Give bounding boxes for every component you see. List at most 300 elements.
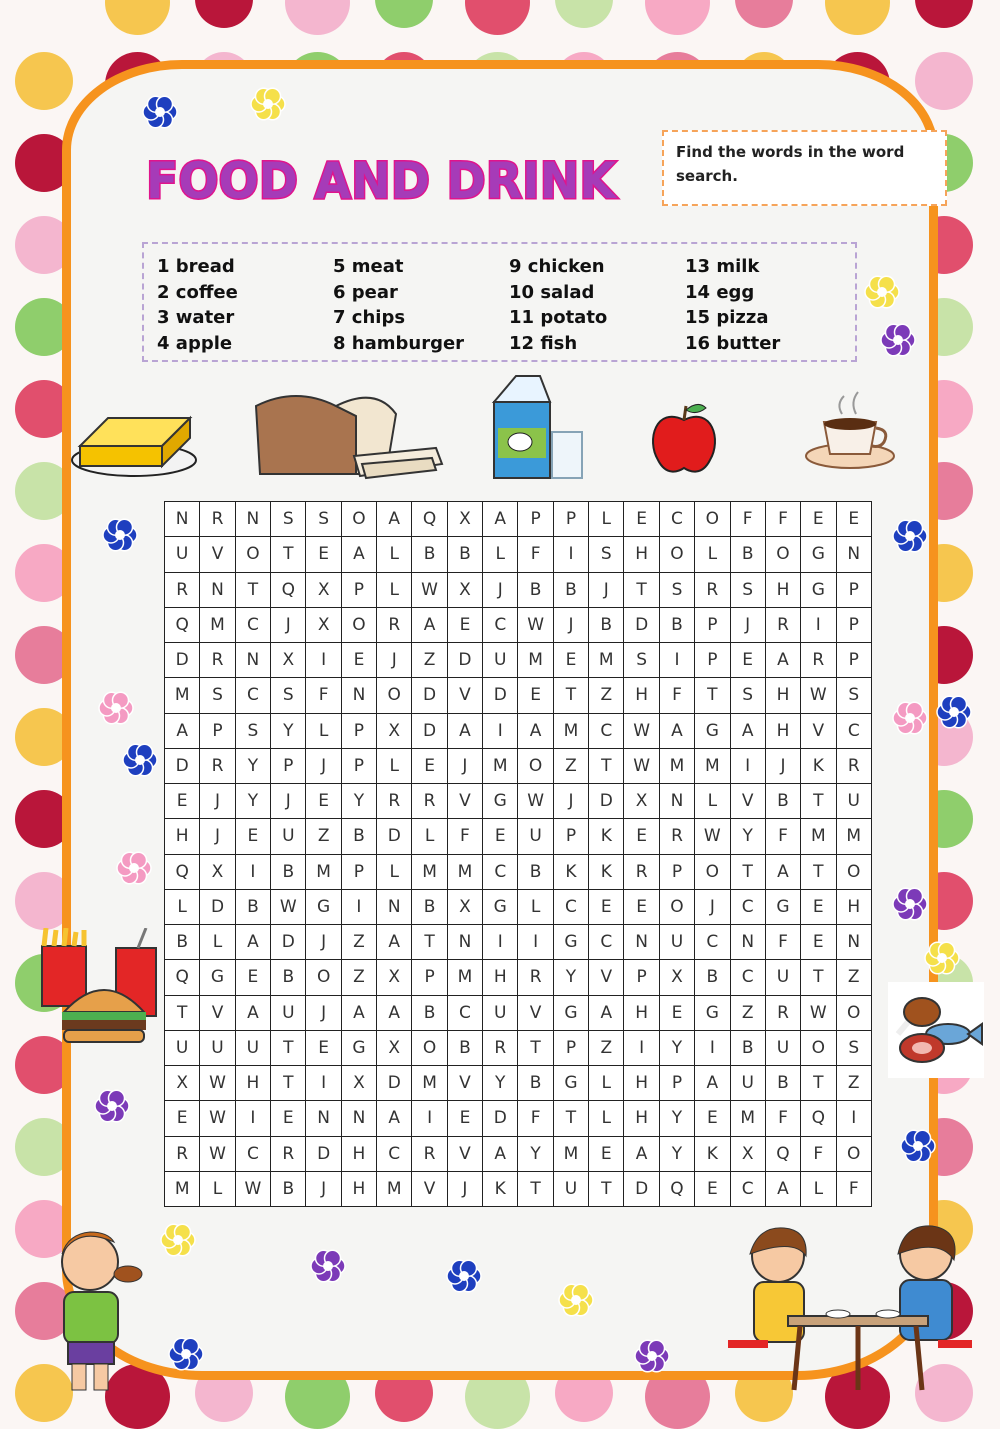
grid-cell[interactable]: C bbox=[589, 925, 624, 960]
grid-cell[interactable]: O bbox=[695, 854, 730, 889]
grid-cell[interactable]: S bbox=[730, 572, 765, 607]
grid-cell[interactable]: S bbox=[306, 502, 341, 537]
grid-cell[interactable]: W bbox=[624, 713, 659, 748]
grid-cell[interactable]: B bbox=[518, 854, 553, 889]
grid-cell[interactable]: E bbox=[306, 1030, 341, 1065]
grid-cell[interactable]: L bbox=[200, 925, 235, 960]
grid-cell[interactable]: A bbox=[765, 854, 800, 889]
grid-cell[interactable]: P bbox=[836, 643, 872, 678]
grid-cell[interactable]: B bbox=[518, 1066, 553, 1101]
grid-cell[interactable]: E bbox=[447, 1101, 482, 1136]
grid-cell[interactable]: B bbox=[730, 537, 765, 572]
grid-cell[interactable]: U bbox=[165, 1030, 200, 1065]
grid-cell[interactable]: M bbox=[412, 1066, 447, 1101]
grid-cell[interactable]: K bbox=[589, 819, 624, 854]
grid-cell[interactable]: A bbox=[377, 925, 412, 960]
grid-cell[interactable]: N bbox=[447, 925, 482, 960]
grid-cell[interactable]: E bbox=[589, 1136, 624, 1171]
grid-cell[interactable]: A bbox=[235, 925, 270, 960]
grid-cell[interactable]: X bbox=[271, 643, 306, 678]
grid-cell[interactable]: L bbox=[377, 748, 412, 783]
grid-cell[interactable]: I bbox=[341, 889, 376, 924]
grid-cell[interactable]: Y bbox=[659, 1136, 694, 1171]
grid-cell[interactable]: S bbox=[235, 713, 270, 748]
grid-cell[interactable]: E bbox=[695, 1171, 730, 1206]
grid-cell[interactable]: D bbox=[483, 678, 518, 713]
grid-cell[interactable]: Z bbox=[836, 960, 872, 995]
grid-cell[interactable]: L bbox=[165, 889, 200, 924]
grid-cell[interactable]: M bbox=[589, 643, 624, 678]
grid-cell[interactable]: Y bbox=[518, 1136, 553, 1171]
grid-cell[interactable]: X bbox=[377, 713, 412, 748]
grid-cell[interactable]: E bbox=[801, 889, 836, 924]
grid-cell[interactable]: H bbox=[341, 1171, 376, 1206]
grid-cell[interactable]: M bbox=[306, 854, 341, 889]
grid-cell[interactable]: T bbox=[553, 1101, 588, 1136]
grid-cell[interactable]: L bbox=[695, 784, 730, 819]
grid-cell[interactable]: B bbox=[271, 854, 306, 889]
grid-cell[interactable]: H bbox=[765, 678, 800, 713]
grid-cell[interactable]: R bbox=[200, 748, 235, 783]
grid-cell[interactable]: M bbox=[518, 643, 553, 678]
grid-cell[interactable]: N bbox=[341, 678, 376, 713]
grid-cell[interactable]: Q bbox=[165, 960, 200, 995]
grid-cell[interactable]: L bbox=[377, 854, 412, 889]
grid-cell[interactable]: N bbox=[306, 1101, 341, 1136]
grid-cell[interactable]: U bbox=[165, 537, 200, 572]
grid-cell[interactable]: K bbox=[589, 854, 624, 889]
grid-cell[interactable]: F bbox=[306, 678, 341, 713]
grid-cell[interactable]: C bbox=[553, 889, 588, 924]
grid-cell[interactable]: Z bbox=[341, 960, 376, 995]
grid-cell[interactable]: L bbox=[377, 572, 412, 607]
grid-cell[interactable]: J bbox=[200, 819, 235, 854]
grid-cell[interactable]: W bbox=[271, 889, 306, 924]
grid-cell[interactable]: H bbox=[624, 537, 659, 572]
grid-cell[interactable]: C bbox=[836, 713, 872, 748]
grid-cell[interactable]: O bbox=[235, 537, 270, 572]
grid-cell[interactable]: U bbox=[836, 784, 872, 819]
grid-cell[interactable]: J bbox=[200, 784, 235, 819]
grid-cell[interactable]: T bbox=[518, 1171, 553, 1206]
grid-cell[interactable]: R bbox=[412, 784, 447, 819]
grid-cell[interactable]: S bbox=[836, 678, 872, 713]
grid-cell[interactable]: N bbox=[341, 1101, 376, 1136]
grid-cell[interactable]: Z bbox=[836, 1066, 872, 1101]
grid-cell[interactable]: N bbox=[624, 925, 659, 960]
grid-cell[interactable]: U bbox=[271, 819, 306, 854]
grid-cell[interactable]: I bbox=[412, 1101, 447, 1136]
grid-cell[interactable]: R bbox=[271, 1136, 306, 1171]
grid-cell[interactable]: D bbox=[589, 784, 624, 819]
grid-cell[interactable]: F bbox=[659, 678, 694, 713]
grid-cell[interactable]: W bbox=[235, 1171, 270, 1206]
grid-cell[interactable]: A bbox=[518, 713, 553, 748]
grid-cell[interactable]: N bbox=[836, 537, 872, 572]
grid-cell[interactable]: X bbox=[624, 784, 659, 819]
grid-cell[interactable]: P bbox=[553, 1030, 588, 1065]
grid-cell[interactable]: L bbox=[377, 537, 412, 572]
grid-cell[interactable]: M bbox=[377, 1171, 412, 1206]
grid-cell[interactable]: J bbox=[271, 784, 306, 819]
grid-cell[interactable]: Z bbox=[412, 643, 447, 678]
grid-cell[interactable]: T bbox=[271, 1030, 306, 1065]
grid-cell[interactable]: C bbox=[730, 960, 765, 995]
grid-cell[interactable]: T bbox=[518, 1030, 553, 1065]
grid-cell[interactable]: U bbox=[765, 960, 800, 995]
grid-cell[interactable]: O bbox=[836, 854, 872, 889]
grid-cell[interactable]: T bbox=[589, 748, 624, 783]
grid-cell[interactable]: E bbox=[589, 889, 624, 924]
grid-cell[interactable]: T bbox=[412, 925, 447, 960]
grid-cell[interactable]: R bbox=[801, 643, 836, 678]
grid-cell[interactable]: J bbox=[447, 1171, 482, 1206]
grid-cell[interactable]: Y bbox=[235, 748, 270, 783]
grid-cell[interactable]: Y bbox=[730, 819, 765, 854]
grid-cell[interactable]: U bbox=[235, 1030, 270, 1065]
grid-cell[interactable]: Q bbox=[765, 1136, 800, 1171]
grid-cell[interactable]: P bbox=[836, 572, 872, 607]
grid-cell[interactable]: A bbox=[730, 713, 765, 748]
grid-cell[interactable]: P bbox=[624, 960, 659, 995]
grid-cell[interactable]: M bbox=[165, 1171, 200, 1206]
grid-cell[interactable]: O bbox=[801, 1030, 836, 1065]
grid-cell[interactable]: X bbox=[200, 854, 235, 889]
grid-cell[interactable]: N bbox=[659, 784, 694, 819]
grid-cell[interactable]: A bbox=[659, 713, 694, 748]
grid-cell[interactable]: I bbox=[235, 854, 270, 889]
grid-cell[interactable]: X bbox=[306, 572, 341, 607]
grid-cell[interactable]: C bbox=[730, 1171, 765, 1206]
grid-cell[interactable]: H bbox=[624, 1066, 659, 1101]
grid-cell[interactable]: T bbox=[730, 854, 765, 889]
grid-cell[interactable]: S bbox=[271, 678, 306, 713]
grid-cell[interactable]: P bbox=[659, 1066, 694, 1101]
grid-cell[interactable]: S bbox=[659, 572, 694, 607]
grid-cell[interactable]: I bbox=[836, 1101, 872, 1136]
grid-cell[interactable]: F bbox=[765, 502, 800, 537]
grid-cell[interactable]: S bbox=[836, 1030, 872, 1065]
grid-cell[interactable]: V bbox=[447, 678, 482, 713]
grid-cell[interactable]: R bbox=[483, 1030, 518, 1065]
grid-cell[interactable]: J bbox=[306, 925, 341, 960]
grid-cell[interactable]: N bbox=[836, 925, 872, 960]
grid-cell[interactable]: X bbox=[730, 1136, 765, 1171]
grid-cell[interactable]: T bbox=[624, 572, 659, 607]
grid-cell[interactable]: H bbox=[483, 960, 518, 995]
grid-cell[interactable]: E bbox=[695, 1101, 730, 1136]
grid-cell[interactable]: C bbox=[695, 925, 730, 960]
grid-cell[interactable]: W bbox=[801, 995, 836, 1030]
grid-cell[interactable]: P bbox=[341, 572, 376, 607]
grid-cell[interactable]: D bbox=[165, 748, 200, 783]
grid-cell[interactable]: C bbox=[730, 889, 765, 924]
grid-cell[interactable]: T bbox=[589, 1171, 624, 1206]
grid-cell[interactable]: T bbox=[235, 572, 270, 607]
grid-cell[interactable]: N bbox=[377, 889, 412, 924]
grid-cell[interactable]: G bbox=[341, 1030, 376, 1065]
grid-cell[interactable]: B bbox=[553, 572, 588, 607]
grid-cell[interactable]: C bbox=[483, 607, 518, 642]
grid-cell[interactable]: W bbox=[695, 819, 730, 854]
grid-cell[interactable]: W bbox=[412, 572, 447, 607]
grid-cell[interactable]: B bbox=[271, 1171, 306, 1206]
grid-cell[interactable]: J bbox=[695, 889, 730, 924]
grid-cell[interactable]: G bbox=[483, 889, 518, 924]
grid-cell[interactable]: W bbox=[801, 678, 836, 713]
grid-cell[interactable]: E bbox=[836, 502, 872, 537]
grid-cell[interactable]: H bbox=[624, 1101, 659, 1136]
grid-cell[interactable]: G bbox=[553, 1066, 588, 1101]
grid-cell[interactable]: H bbox=[624, 995, 659, 1030]
grid-cell[interactable]: O bbox=[341, 502, 376, 537]
grid-cell[interactable]: Q bbox=[801, 1101, 836, 1136]
grid-cell[interactable]: P bbox=[659, 854, 694, 889]
grid-cell[interactable]: L bbox=[589, 502, 624, 537]
grid-cell[interactable]: G bbox=[801, 572, 836, 607]
grid-cell[interactable]: B bbox=[271, 960, 306, 995]
grid-cell[interactable]: X bbox=[447, 572, 482, 607]
grid-cell[interactable]: R bbox=[377, 784, 412, 819]
grid-cell[interactable]: F bbox=[765, 819, 800, 854]
grid-cell[interactable]: A bbox=[765, 1171, 800, 1206]
grid-cell[interactable]: W bbox=[518, 607, 553, 642]
grid-cell[interactable]: W bbox=[200, 1136, 235, 1171]
grid-cell[interactable]: B bbox=[730, 1030, 765, 1065]
grid-cell[interactable]: Y bbox=[483, 1066, 518, 1101]
grid-cell[interactable]: P bbox=[836, 607, 872, 642]
grid-cell[interactable]: D bbox=[483, 1101, 518, 1136]
grid-cell[interactable]: F bbox=[518, 1101, 553, 1136]
grid-cell[interactable]: A bbox=[483, 502, 518, 537]
grid-cell[interactable]: V bbox=[730, 784, 765, 819]
grid-cell[interactable]: E bbox=[447, 607, 482, 642]
grid-cell[interactable]: E bbox=[165, 784, 200, 819]
grid-cell[interactable]: B bbox=[412, 995, 447, 1030]
grid-cell[interactable]: U bbox=[765, 1030, 800, 1065]
grid-cell[interactable]: I bbox=[553, 537, 588, 572]
grid-cell[interactable]: R bbox=[765, 995, 800, 1030]
grid-cell[interactable]: D bbox=[306, 1136, 341, 1171]
grid-cell[interactable]: X bbox=[447, 889, 482, 924]
grid-cell[interactable]: F bbox=[765, 925, 800, 960]
grid-cell[interactable]: D bbox=[271, 925, 306, 960]
grid-cell[interactable]: R bbox=[165, 1136, 200, 1171]
grid-cell[interactable]: B bbox=[518, 572, 553, 607]
grid-cell[interactable]: O bbox=[377, 678, 412, 713]
grid-cell[interactable]: G bbox=[695, 713, 730, 748]
grid-cell[interactable]: M bbox=[695, 748, 730, 783]
grid-cell[interactable]: K bbox=[801, 748, 836, 783]
grid-cell[interactable]: A bbox=[624, 1136, 659, 1171]
grid-cell[interactable]: P bbox=[341, 713, 376, 748]
grid-cell[interactable]: A bbox=[412, 607, 447, 642]
grid-cell[interactable]: I bbox=[659, 643, 694, 678]
grid-cell[interactable]: E bbox=[553, 643, 588, 678]
grid-cell[interactable]: U bbox=[483, 643, 518, 678]
grid-cell[interactable]: B bbox=[341, 819, 376, 854]
grid-cell[interactable]: N bbox=[200, 572, 235, 607]
grid-cell[interactable]: E bbox=[801, 925, 836, 960]
grid-cell[interactable]: M bbox=[730, 1101, 765, 1136]
grid-cell[interactable]: X bbox=[377, 960, 412, 995]
grid-cell[interactable]: N bbox=[235, 643, 270, 678]
grid-cell[interactable]: G bbox=[483, 784, 518, 819]
grid-cell[interactable]: Q bbox=[165, 854, 200, 889]
grid-cell[interactable]: C bbox=[235, 678, 270, 713]
grid-cell[interactable]: A bbox=[377, 1101, 412, 1136]
grid-cell[interactable]: J bbox=[589, 572, 624, 607]
grid-cell[interactable]: J bbox=[483, 572, 518, 607]
grid-cell[interactable]: V bbox=[200, 995, 235, 1030]
grid-cell[interactable]: G bbox=[306, 889, 341, 924]
grid-cell[interactable]: U bbox=[271, 995, 306, 1030]
grid-cell[interactable]: M bbox=[659, 748, 694, 783]
grid-cell[interactable]: D bbox=[412, 678, 447, 713]
grid-cell[interactable]: U bbox=[730, 1066, 765, 1101]
grid-cell[interactable]: C bbox=[235, 607, 270, 642]
grid-cell[interactable]: S bbox=[624, 643, 659, 678]
grid-cell[interactable]: C bbox=[659, 502, 694, 537]
grid-cell[interactable]: D bbox=[624, 1171, 659, 1206]
grid-cell[interactable]: W bbox=[624, 748, 659, 783]
grid-cell[interactable]: A bbox=[695, 1066, 730, 1101]
grid-cell[interactable]: E bbox=[730, 643, 765, 678]
grid-cell[interactable]: H bbox=[341, 1136, 376, 1171]
grid-cell[interactable]: I bbox=[483, 713, 518, 748]
grid-cell[interactable]: U bbox=[553, 1171, 588, 1206]
grid-cell[interactable]: M bbox=[447, 854, 482, 889]
grid-cell[interactable]: U bbox=[659, 925, 694, 960]
grid-cell[interactable]: D bbox=[377, 1066, 412, 1101]
grid-cell[interactable]: V bbox=[412, 1171, 447, 1206]
grid-cell[interactable]: B bbox=[412, 537, 447, 572]
grid-cell[interactable]: V bbox=[200, 537, 235, 572]
grid-cell[interactable]: P bbox=[341, 748, 376, 783]
grid-cell[interactable]: D bbox=[624, 607, 659, 642]
grid-cell[interactable]: G bbox=[553, 995, 588, 1030]
grid-cell[interactable]: P bbox=[412, 960, 447, 995]
grid-cell[interactable]: P bbox=[200, 713, 235, 748]
grid-cell[interactable]: P bbox=[341, 854, 376, 889]
grid-cell[interactable]: S bbox=[200, 678, 235, 713]
grid-cell[interactable]: K bbox=[553, 854, 588, 889]
grid-cell[interactable]: W bbox=[200, 1101, 235, 1136]
grid-cell[interactable]: M bbox=[412, 854, 447, 889]
grid-cell[interactable]: S bbox=[730, 678, 765, 713]
grid-cell[interactable]: I bbox=[483, 925, 518, 960]
grid-cell[interactable]: O bbox=[518, 748, 553, 783]
grid-cell[interactable]: O bbox=[306, 960, 341, 995]
grid-cell[interactable]: A bbox=[447, 713, 482, 748]
grid-cell[interactable]: U bbox=[483, 995, 518, 1030]
grid-cell[interactable]: Z bbox=[306, 819, 341, 854]
grid-cell[interactable]: E bbox=[801, 502, 836, 537]
grid-cell[interactable]: A bbox=[765, 643, 800, 678]
grid-cell[interactable]: B bbox=[447, 537, 482, 572]
grid-cell[interactable]: J bbox=[271, 607, 306, 642]
grid-cell[interactable]: M bbox=[447, 960, 482, 995]
grid-cell[interactable]: M bbox=[836, 819, 872, 854]
grid-cell[interactable]: R bbox=[200, 502, 235, 537]
grid-cell[interactable]: G bbox=[200, 960, 235, 995]
grid-cell[interactable]: G bbox=[553, 925, 588, 960]
grid-cell[interactable]: I bbox=[306, 1066, 341, 1101]
grid-cell[interactable]: T bbox=[695, 678, 730, 713]
grid-cell[interactable]: K bbox=[695, 1136, 730, 1171]
grid-cell[interactable]: X bbox=[659, 960, 694, 995]
grid-cell[interactable]: R bbox=[836, 748, 872, 783]
grid-cell[interactable]: N bbox=[730, 925, 765, 960]
grid-cell[interactable]: I bbox=[518, 925, 553, 960]
grid-cell[interactable]: T bbox=[165, 995, 200, 1030]
grid-cell[interactable]: A bbox=[483, 1136, 518, 1171]
grid-cell[interactable]: C bbox=[589, 713, 624, 748]
grid-cell[interactable]: W bbox=[518, 784, 553, 819]
grid-cell[interactable]: Y bbox=[553, 960, 588, 995]
grid-cell[interactable]: J bbox=[306, 748, 341, 783]
grid-cell[interactable]: E bbox=[412, 748, 447, 783]
grid-cell[interactable]: X bbox=[341, 1066, 376, 1101]
grid-cell[interactable]: H bbox=[624, 678, 659, 713]
grid-cell[interactable]: V bbox=[447, 784, 482, 819]
grid-cell[interactable]: D bbox=[200, 889, 235, 924]
grid-cell[interactable]: O bbox=[659, 889, 694, 924]
grid-cell[interactable]: M bbox=[553, 713, 588, 748]
grid-cell[interactable]: T bbox=[801, 1066, 836, 1101]
grid-cell[interactable]: R bbox=[377, 607, 412, 642]
grid-cell[interactable]: J bbox=[765, 748, 800, 783]
grid-cell[interactable]: J bbox=[447, 748, 482, 783]
grid-cell[interactable]: E bbox=[483, 819, 518, 854]
grid-cell[interactable]: B bbox=[695, 960, 730, 995]
grid-cell[interactable]: L bbox=[695, 537, 730, 572]
grid-cell[interactable]: P bbox=[695, 607, 730, 642]
grid-cell[interactable]: B bbox=[765, 1066, 800, 1101]
grid-cell[interactable]: Q bbox=[412, 502, 447, 537]
grid-cell[interactable]: J bbox=[306, 995, 341, 1030]
grid-cell[interactable]: L bbox=[801, 1171, 836, 1206]
grid-cell[interactable]: V bbox=[518, 995, 553, 1030]
grid-cell[interactable]: O bbox=[836, 1136, 872, 1171]
grid-cell[interactable]: Y bbox=[659, 1030, 694, 1065]
grid-cell[interactable]: C bbox=[483, 854, 518, 889]
grid-cell[interactable]: O bbox=[341, 607, 376, 642]
grid-cell[interactable]: O bbox=[695, 502, 730, 537]
grid-cell[interactable]: V bbox=[447, 1066, 482, 1101]
grid-cell[interactable]: X bbox=[306, 607, 341, 642]
grid-cell[interactable]: F bbox=[836, 1171, 872, 1206]
grid-cell[interactable]: J bbox=[730, 607, 765, 642]
grid-cell[interactable]: Y bbox=[235, 784, 270, 819]
grid-cell[interactable]: E bbox=[659, 995, 694, 1030]
grid-cell[interactable]: L bbox=[306, 713, 341, 748]
grid-cell[interactable]: L bbox=[518, 889, 553, 924]
grid-cell[interactable]: E bbox=[271, 1101, 306, 1136]
grid-cell[interactable]: R bbox=[659, 819, 694, 854]
grid-cell[interactable]: R bbox=[765, 607, 800, 642]
grid-cell[interactable]: E bbox=[341, 643, 376, 678]
grid-cell[interactable]: R bbox=[624, 854, 659, 889]
grid-cell[interactable]: M bbox=[801, 819, 836, 854]
grid-cell[interactable]: R bbox=[518, 960, 553, 995]
grid-cell[interactable]: Q bbox=[659, 1171, 694, 1206]
grid-cell[interactable]: A bbox=[165, 713, 200, 748]
grid-cell[interactable]: A bbox=[341, 537, 376, 572]
grid-cell[interactable]: I bbox=[235, 1101, 270, 1136]
grid-cell[interactable]: F bbox=[518, 537, 553, 572]
grid-cell[interactable]: O bbox=[836, 995, 872, 1030]
